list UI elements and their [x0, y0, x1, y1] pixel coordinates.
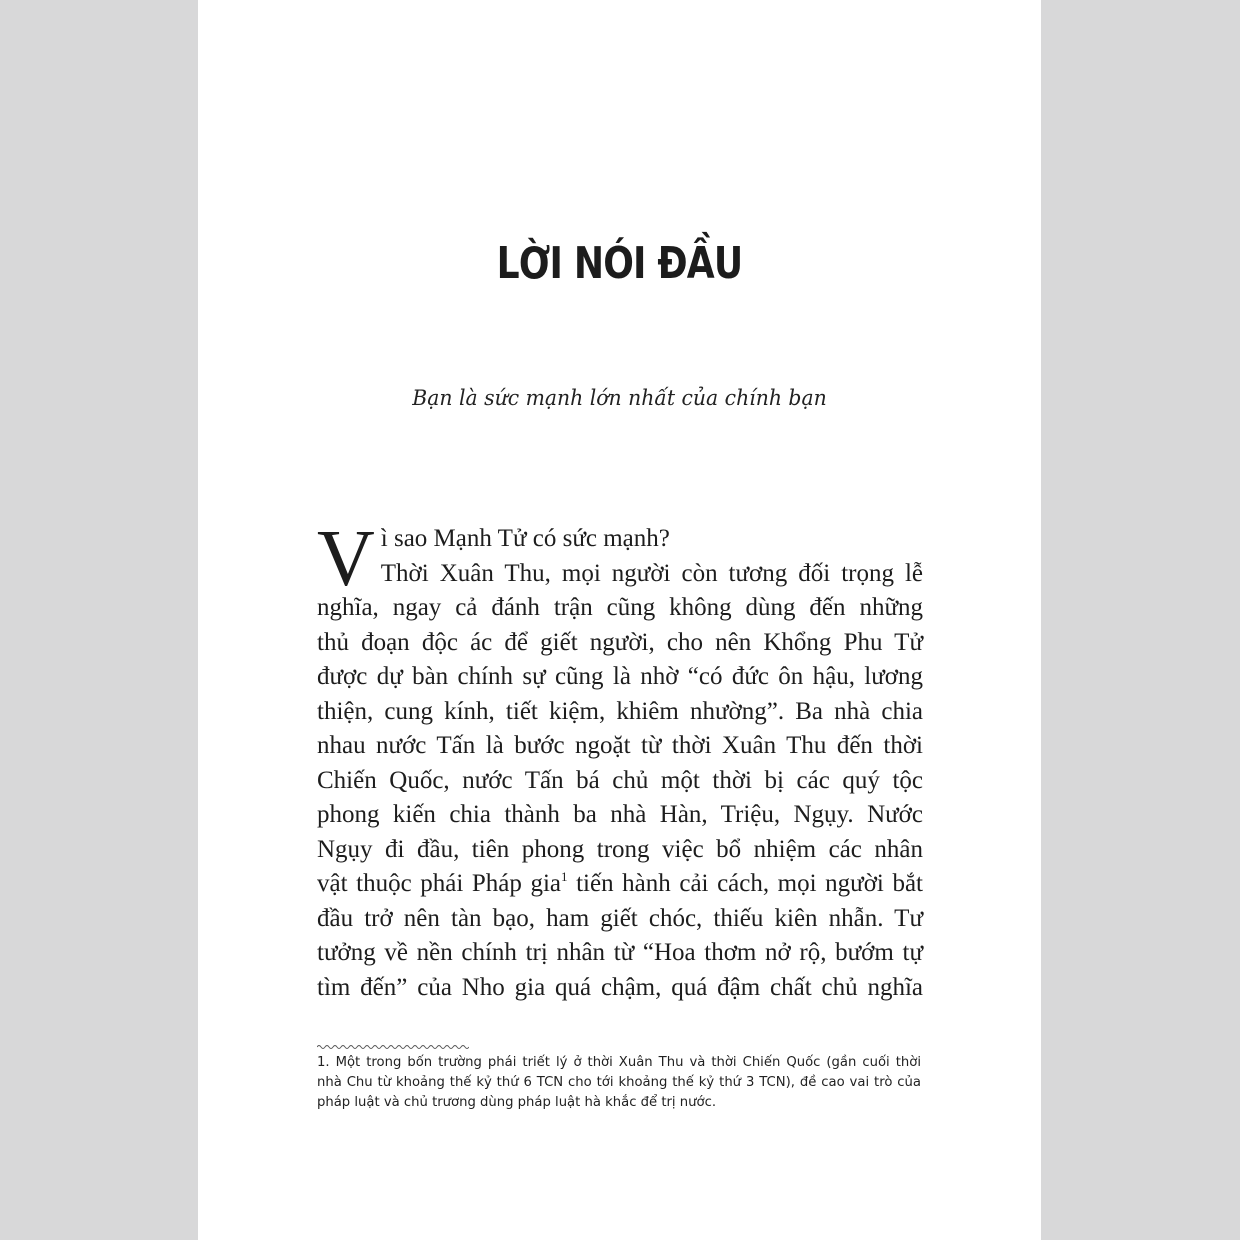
body-line-part: tiến hành cải cách, mọi người bắt [576, 870, 923, 897]
book-page [198, 0, 1041, 1240]
body-line: phong kiến chia thành ba nhà Hàn, Triệu, Ngụy. Nước [317, 801, 923, 828]
chapter-title: LỜI NÓI ĐẦU [496, 238, 743, 289]
footnote-reference: 1 [561, 869, 568, 884]
body-line: nhau nước Tấn là bước ngoặt từ thời Xuân Thu đến thời [317, 732, 923, 759]
body-line: Thời Xuân Thu, mọi người còn tương đối trọng lễ [380, 559, 923, 587]
footnote-separator [317, 1044, 469, 1050]
drop-cap: V [317, 515, 375, 603]
body-line: thiện, cung kính, tiết kiệm, khiêm nhường”. Ba nhà chia [317, 697, 923, 725]
body-paragraph [317, 515, 923, 1005]
body-line-part: vật thuộc phái Pháp gia [317, 870, 561, 897]
body-line: nghĩa, ngay cả đánh trận cũng không dùng đến những [317, 594, 923, 621]
body-line: tưởng về nền chính trị nhân từ “Hoa thơm nở rộ, bướm tự [317, 939, 923, 966]
footnote-line: pháp luật và chủ trương dùng pháp luật hà khắc để trị nước. [317, 1095, 717, 1110]
epigraph: Bạn là sức mạnh lớn nhất của chính bạn [412, 386, 827, 410]
body-line: Chiến Quốc, nước Tấn bá chủ một thời bị các quý tộc [317, 766, 923, 794]
footnote-line: 1. Một trong bốn trường phái triết lý ở thời Xuân Thu và thời Chiến Quốc (gần cuối thời [317, 1055, 921, 1070]
footnote [317, 1053, 921, 1113]
body-line: ì sao Mạnh Tử có sức mạnh? [380, 525, 670, 552]
body-line-with-footnote [317, 867, 923, 902]
body-line: được dự bàn chính sự cũng là nhờ “có đức ôn hậu, lương [317, 663, 923, 690]
body-line: Ngụy đi đầu, tiên phong trong việc bổ nhiệm các nhân [317, 835, 923, 863]
footnote-line: nhà Chu từ khoảng thế kỷ thứ 6 TCN cho tới khoảng thế kỷ thứ 3 TCN), đề cao vai trò của [317, 1075, 921, 1090]
body-line: tìm đến” của Nho gia quá chậm, quá đậm chất chủ nghĩa [317, 973, 923, 1001]
body-line: đầu trở nên tàn bạo, ham giết chóc, thiếu kiên nhẫn. Tư [317, 904, 923, 932]
body-line: thủ đoạn độc ác để giết người, cho nên Khổng Phu Tử [317, 628, 923, 656]
